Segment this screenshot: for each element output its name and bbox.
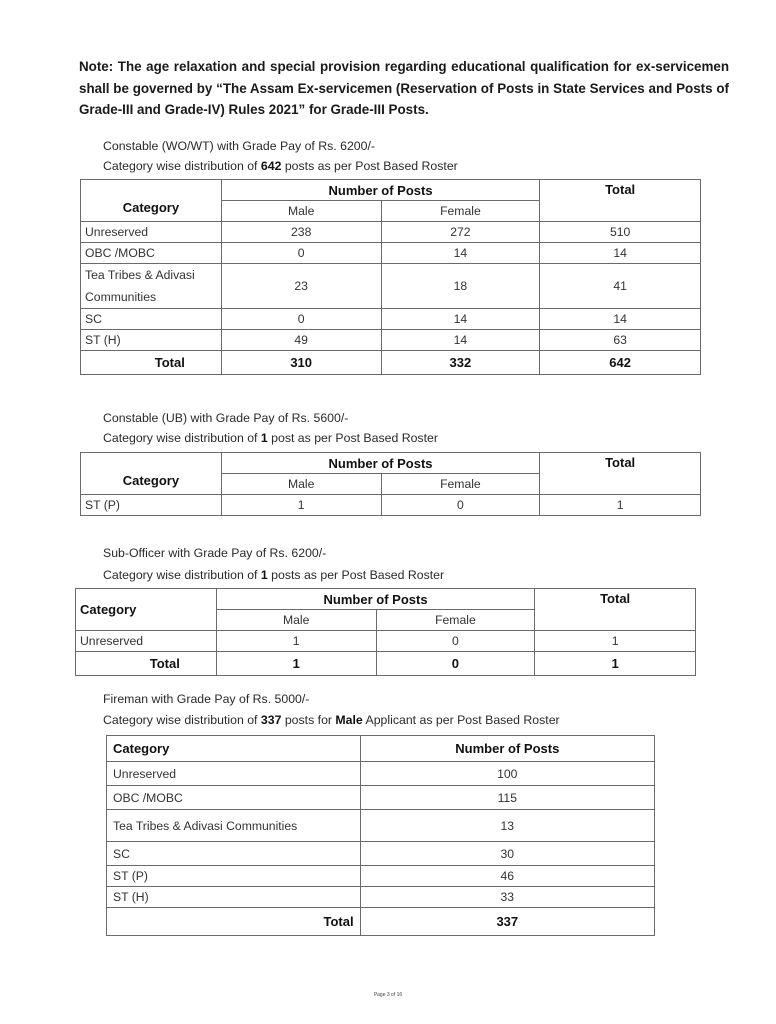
table-row (107, 842, 655, 866)
table-row (81, 222, 701, 243)
t4-total-row (107, 908, 655, 936)
t3-male: 1 (216, 631, 376, 652)
t1-female: 18 (381, 264, 540, 309)
t4-h-category: Category (107, 736, 361, 762)
t1-female: 14 (381, 330, 540, 351)
t1-title: Constable (WO/WT) with Grade Pay of Rs. 6200/- (103, 139, 375, 153)
t3-total-female: 0 (376, 652, 535, 676)
t1-total-row (81, 351, 701, 375)
t4-num: 46 (360, 866, 654, 887)
t4-distribution: Category wise distribution of 337 posts for Male Applicant as per Post Based Roster (103, 713, 560, 727)
t3-total: 1 (535, 631, 696, 652)
table-row (107, 810, 655, 842)
t4-cat: Tea Tribes & Adivasi Communities (107, 810, 361, 842)
t1-h-male: Male (221, 201, 381, 222)
t4-cat: Unreserved (107, 762, 361, 786)
t2-h-male: Male (221, 474, 381, 495)
table-row (107, 887, 655, 908)
t3-total-male: 1 (216, 652, 376, 676)
t1-female: 272 (381, 222, 540, 243)
t1-female: 14 (381, 243, 540, 264)
t1-total: 14 (540, 309, 701, 330)
t1-cat: SC (81, 309, 222, 330)
t1-total: 510 (540, 222, 701, 243)
t1-cat: OBC /MOBC (81, 243, 222, 264)
t1-male: 49 (221, 330, 381, 351)
t1-female: 14 (381, 309, 540, 330)
t1-header-row (81, 180, 701, 201)
t3-h-total: Total (535, 589, 696, 631)
t2-table (80, 452, 701, 516)
t1-cat: Unreserved (81, 222, 222, 243)
t3-h-number: Number of Posts (216, 589, 534, 610)
t2-male: 1 (221, 495, 381, 516)
note-paragraph: Note: The age relaxation and special provision regarding educational qualification for ex-servicemen shall be governed by “The Assam Ex-servicemen (Reservation of Posts in State Services and Posts of Grade-III and Grade-IV) Rules 2021” for Grade-III Posts. (79, 59, 729, 117)
table-row (76, 631, 696, 652)
t4-num: 30 (360, 842, 654, 866)
t4-num: 33 (360, 887, 654, 908)
t2-female: 0 (381, 495, 540, 516)
t1-h-total: Total (540, 180, 701, 222)
t4-total-label: Total (107, 908, 361, 936)
table-row (107, 786, 655, 810)
t2-h-female: Female (381, 474, 540, 495)
t1-male: 238 (221, 222, 381, 243)
t3-h-category: Category (76, 589, 217, 631)
t1-h-number: Number of Posts (221, 180, 539, 201)
t2-h-total: Total (540, 453, 701, 495)
t3-header-row (76, 589, 696, 610)
t3-h-male: Male (216, 610, 376, 631)
t4-cat: ST (P) (107, 866, 361, 887)
page-footer: Page 3 of 16 (373, 992, 403, 998)
t3-title: Sub-Officer with Grade Pay of Rs. 6200/- (103, 546, 327, 560)
t2-cat: ST (P) (81, 495, 222, 516)
t1-male: 0 (221, 243, 381, 264)
t1-h-category: Category (81, 180, 222, 222)
t4-cat: OBC /MOBC (107, 786, 361, 810)
t1-distribution: Category wise distribution of 642 posts as per Post Based Roster (103, 159, 458, 173)
t3-total-label: Total (76, 652, 217, 676)
t3-total-total: 1 (535, 652, 696, 676)
t3-total-row (76, 652, 696, 676)
t1-table (80, 179, 701, 375)
t1-total-female: 332 (381, 351, 540, 375)
t1-total: 14 (540, 243, 701, 264)
t1-total-label: Total (81, 351, 222, 375)
t3-cat: Unreserved (76, 631, 217, 652)
t2-h-category: Category (81, 453, 222, 495)
t4-total-num: 337 (360, 908, 654, 936)
t3-distribution: Category wise distribution of 1 posts as per Post Based Roster (103, 568, 445, 582)
t4-title: Fireman with Grade Pay of Rs. 5000/- (103, 692, 310, 706)
t1-h-female: Female (381, 201, 540, 222)
t3-h-female: Female (376, 610, 535, 631)
t1-total-total: 642 (540, 351, 701, 375)
t4-cat: ST (H) (107, 887, 361, 908)
t4-num: 115 (360, 786, 654, 810)
t1-total: 63 (540, 330, 701, 351)
t1-male: 0 (221, 309, 381, 330)
t2-header-row (81, 453, 701, 474)
table-row (107, 866, 655, 887)
t4-header-row (107, 736, 655, 762)
t2-total: 1 (540, 495, 701, 516)
t1-cat: Tea Tribes & Adivasi Communities (81, 264, 222, 309)
t1-total: 41 (540, 264, 701, 309)
table-row (107, 762, 655, 786)
t3-table (75, 588, 696, 676)
t1-total-male: 310 (221, 351, 381, 375)
t1-cat: ST (H) (81, 330, 222, 351)
t4-cat: SC (107, 842, 361, 866)
t4-num: 13 (360, 810, 654, 842)
t4-num: 100 (360, 762, 654, 786)
table-row (81, 309, 701, 330)
t4-table (106, 735, 655, 936)
t1-male: 23 (221, 264, 381, 309)
t2-distribution: Category wise distribution of 1 post as per Post Based Roster (103, 431, 438, 445)
t2-h-number: Number of Posts (221, 453, 539, 474)
table-row (81, 495, 701, 516)
t4-h-number: Number of Posts (360, 736, 654, 762)
t3-female: 0 (376, 631, 535, 652)
table-row (81, 330, 701, 351)
t2-title: Constable (UB) with Grade Pay of Rs. 5600/- (103, 411, 349, 425)
table-row (81, 243, 701, 264)
table-row (81, 264, 701, 309)
